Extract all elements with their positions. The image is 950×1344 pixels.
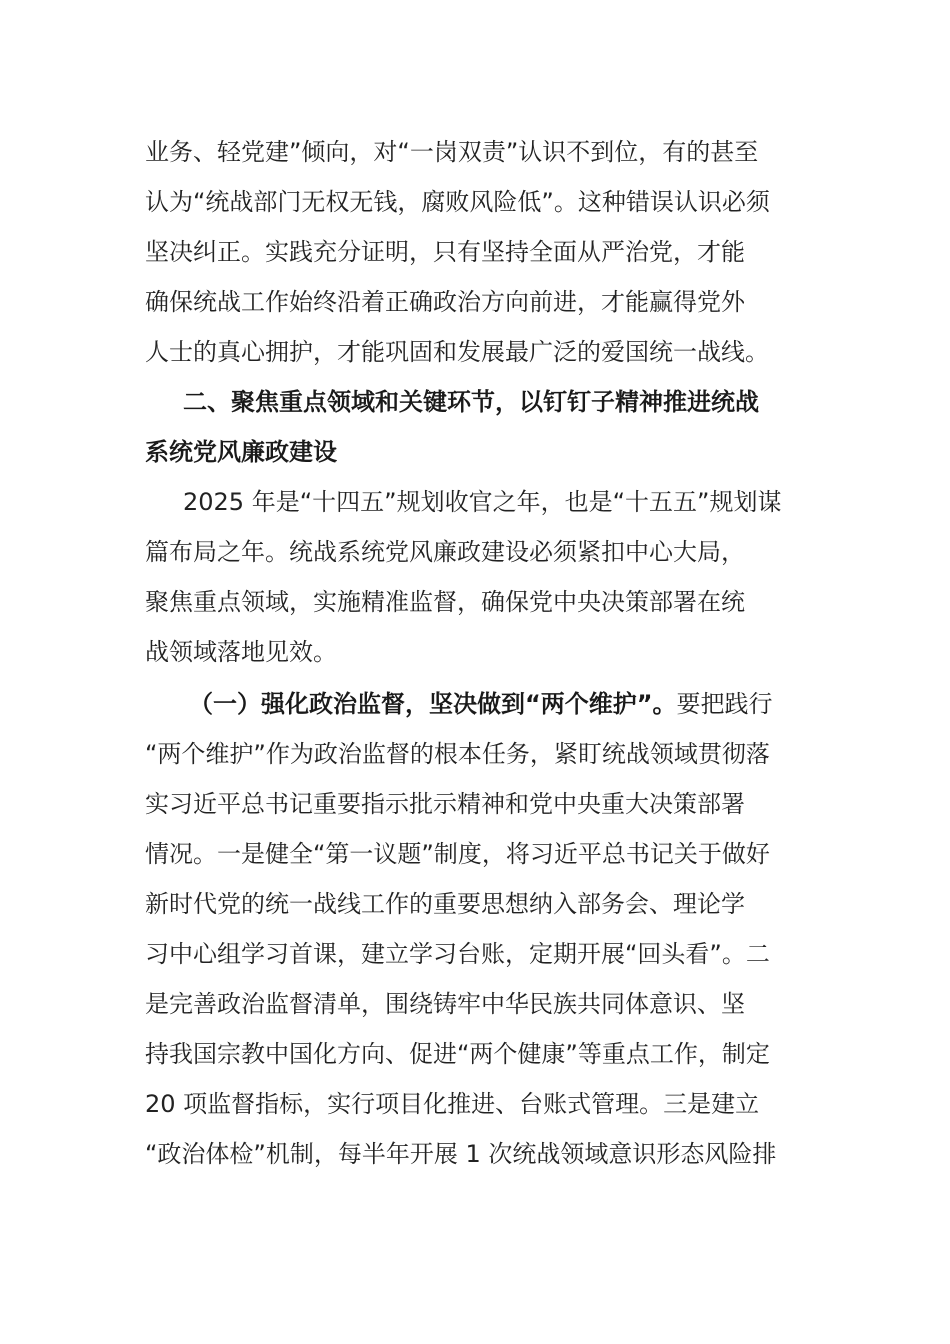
body-text-line: 情况。一是健全“第一议题”制度，将习近平总书记关于做好 <box>145 840 770 868</box>
body-text-line: 认为“统战部门无权无钱，腐败风险低”。这种错误认识必须 <box>145 188 770 216</box>
body-text-line: 持我国宗教中国化方向、促进“两个健康”等重点工作，制定 <box>145 1040 770 1068</box>
body-text-line: 确保统战工作始终沿着正确政治方向前进，才能赢得党外 <box>145 288 745 316</box>
body-text-line: 人士的真心拥护，才能巩固和发展最广泛的爱国统一战线。 <box>145 338 769 366</box>
body-text-line: “政治体检”机制，每半年开展 1 次统战领域意识形态风险排 <box>145 1140 777 1168</box>
body-text-line: 聚焦重点领域，实施精准监督，确保党中央决策部署在统 <box>145 588 745 616</box>
body-text-line: 20 项监督指标，实行项目化推进、台账式管理。三是建立 <box>145 1090 760 1118</box>
section-heading-line: 二、聚焦重点领域和关键环节，以钉钉子精神推进统战 <box>183 388 759 416</box>
body-text-line: 习中心组学习首课，建立学习台账，定期开展“回头看”。二 <box>145 940 770 968</box>
body-text-line: 是完善政治监督清单，围绕铸牢中华民族共同体意识、坚 <box>145 990 745 1018</box>
body-text-line: 2025 年是“十四五”规划收官之年，也是“十五五”规划谋 <box>183 488 782 516</box>
body-text-line: 业务、轻党建”倾向，对“一岗双责”认识不到位，有的甚至 <box>145 138 759 166</box>
body-text-line: 战领域落地见效。 <box>145 638 337 666</box>
subsection-line <box>189 679 849 729</box>
section-heading-line: 系统党风廉政建设 <box>145 438 337 466</box>
body-text-line: 实习近平总书记重要指示批示精神和党中央重大决策部署 <box>145 790 745 818</box>
body-text-line: 坚决纠正。实践充分证明，只有坚持全面从严治党，才能 <box>145 238 745 266</box>
body-text-line: 新时代党的统一战线工作的重要思想纳入部务会、理论学 <box>145 890 745 918</box>
subsection-heading: （一）强化政治监督，坚决做到“两个维护”。 <box>189 690 677 718</box>
body-text-line: 篇布局之年。统战系统党风廉政建设必须紧扣中心大局， <box>145 538 745 566</box>
body-text-line: “两个维护”作为政治监督的根本任务，紧盯统战领域贯彻落 <box>145 740 770 768</box>
subsection-text: 要把践行 <box>676 690 773 718</box>
